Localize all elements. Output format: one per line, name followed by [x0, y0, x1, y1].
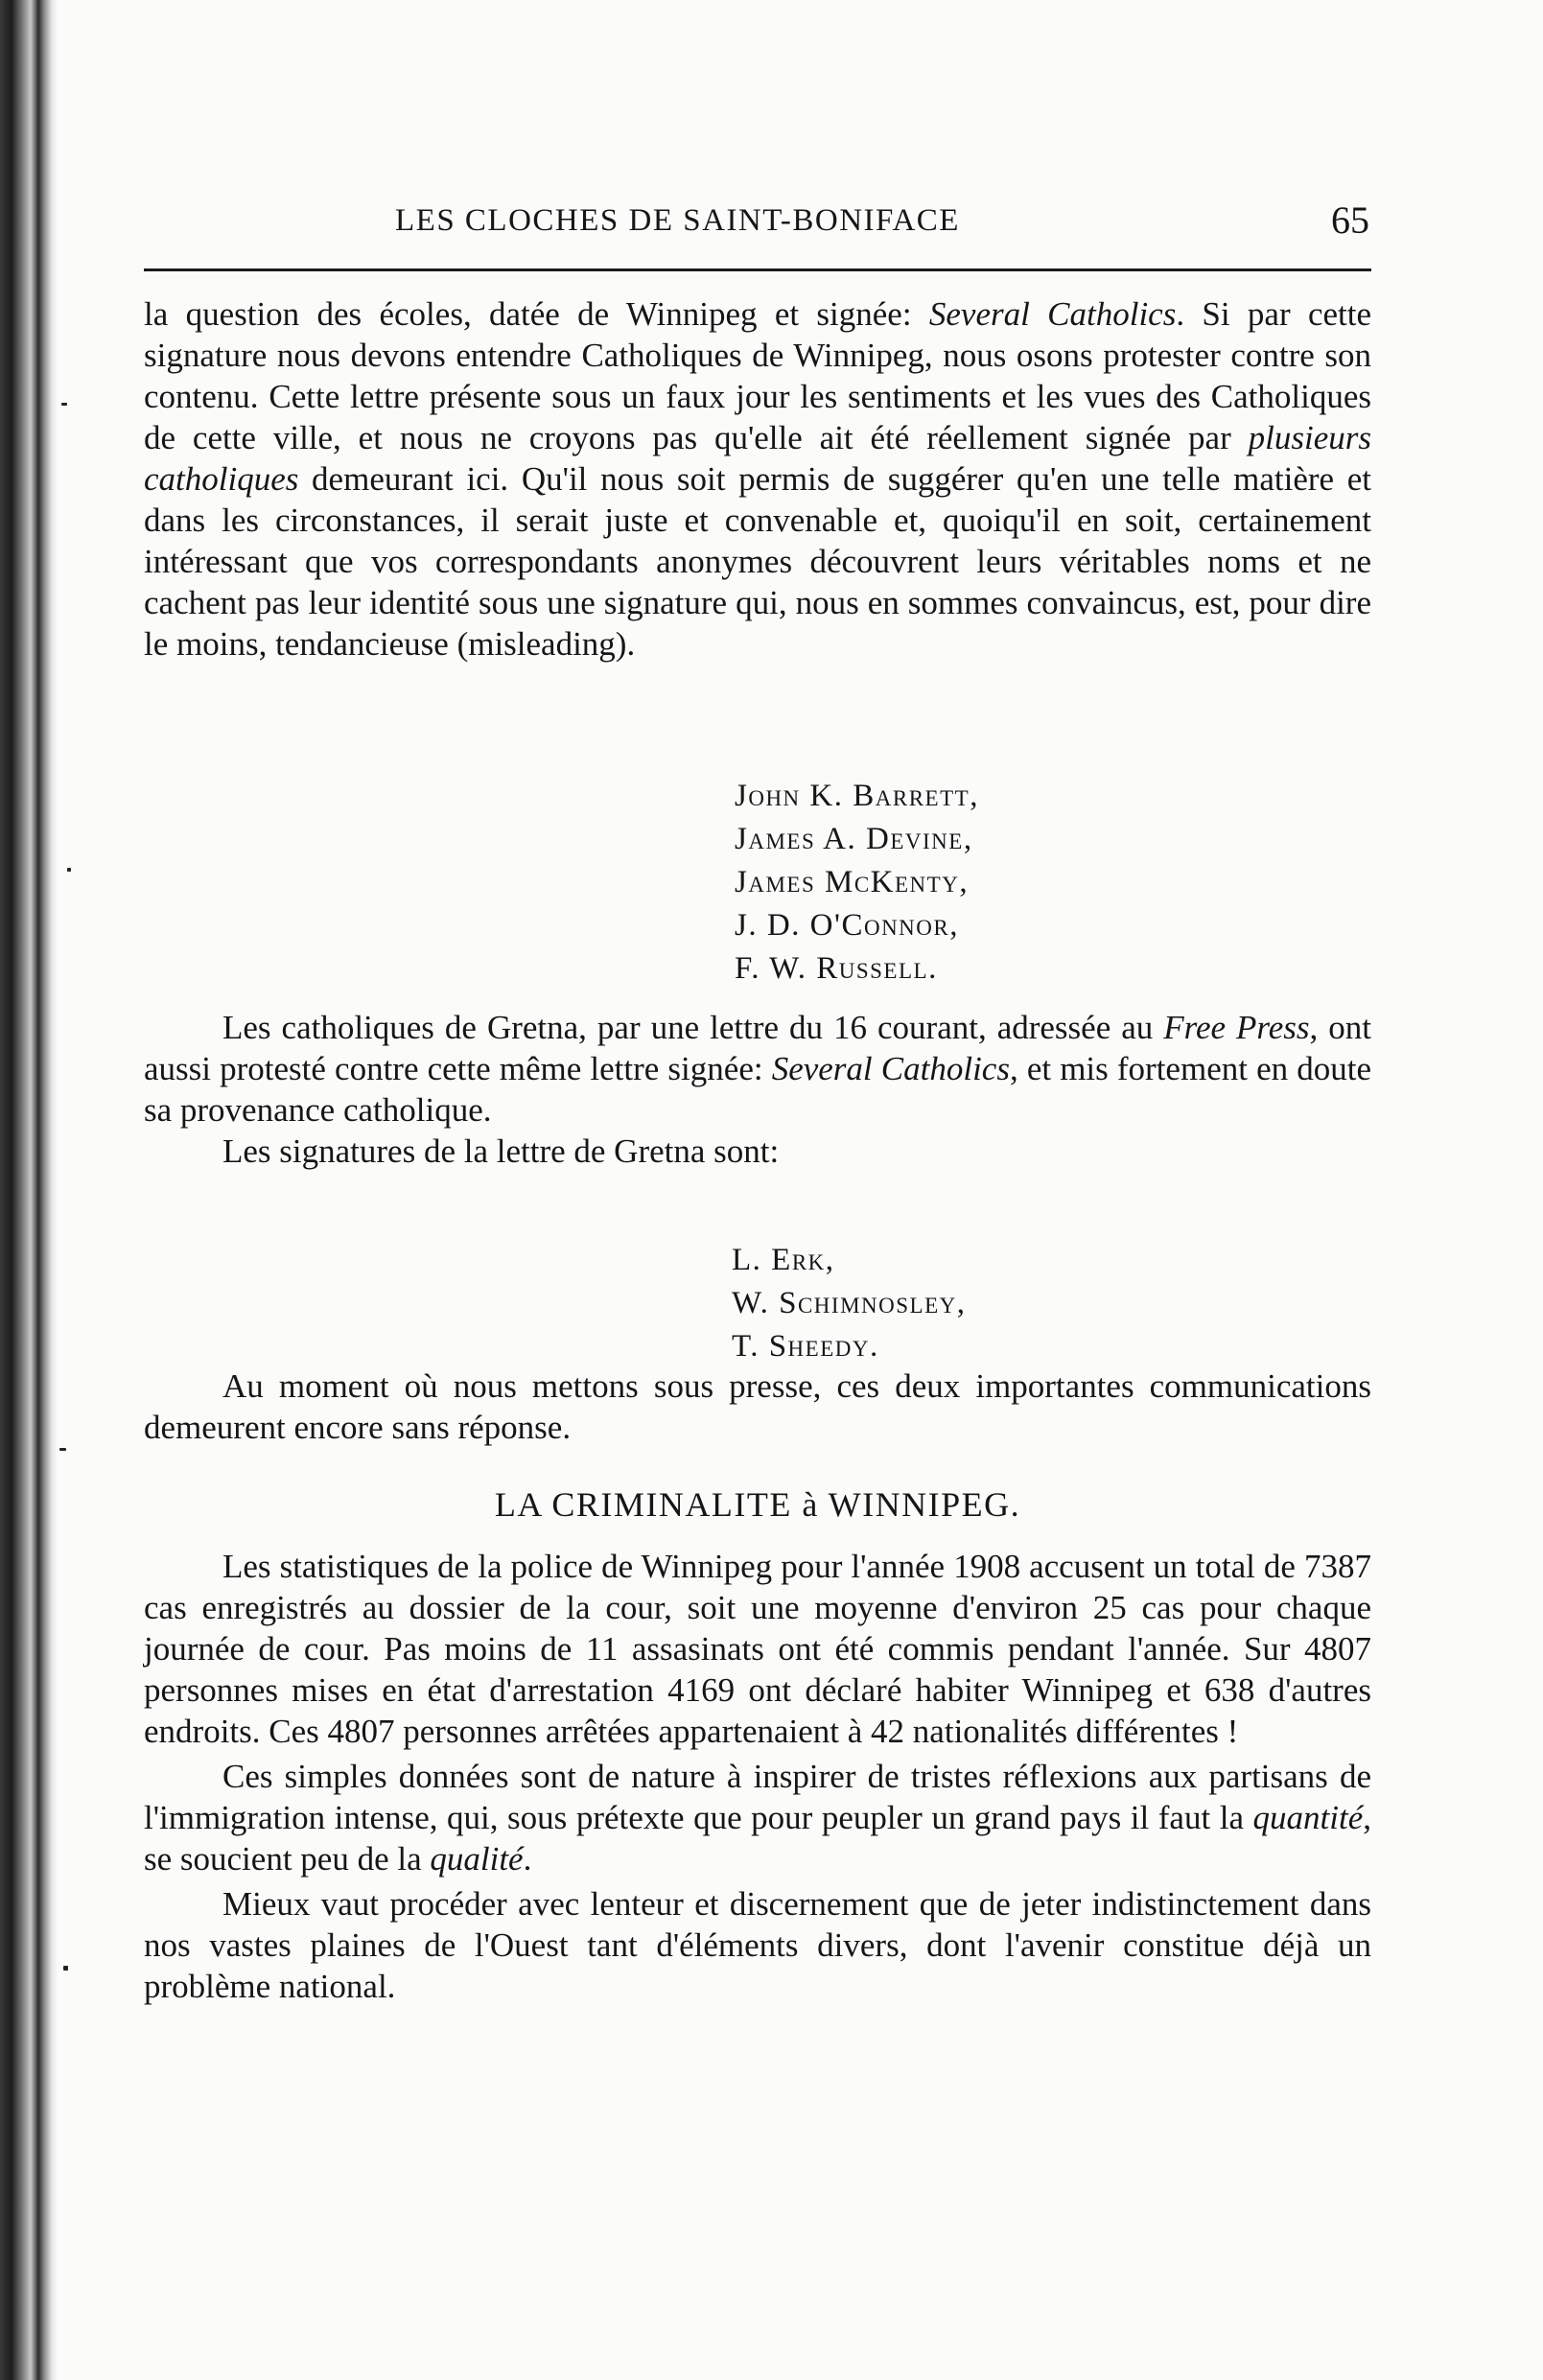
gretna-signatures-intro: Les signatures de la lettre de Gretna sont: — [222, 1132, 780, 1170]
signature-line: T. Sheedy. — [732, 1329, 879, 1364]
criminality-italic-qualite: qualité — [430, 1840, 524, 1878]
criminality-paragraph-1: Les statistiques de la police de Winnipeg pour l'année 1908 accusent un total de 7387 cas enregistrés au dossier de la cour, soit une moyenne d'environ 25 cas pour chaque journée de cour. Pas moins de 11 assasinats ont été commis pendant l'année. Sur 4807 personnes mises en état d'arrestation 4169 ont déclaré habiter Winnipeg et 638 d'autres endroits. Ces 4807 personnes arrêtées appartenaient à 42 nationalités différentes ! — [144, 1548, 1371, 1750]
scan-binding-edge — [0, 0, 58, 2380]
letter-italic-plusieurs: plusieurs catholiques — [144, 419, 1371, 498]
letter-italic-signature: Several Catholics — [928, 295, 1177, 333]
letter-text-part: la question des écoles, datée de Winnipeg et signée: — [144, 295, 929, 333]
scan-speck — [67, 868, 71, 872]
signature-line: James McKenty, — [735, 865, 970, 899]
gretna-italic-free-press: Free Press — [1163, 1009, 1310, 1046]
criminality-paragraph-2 — [144, 1756, 1371, 1879]
running-head — [144, 198, 1371, 245]
scan-speck — [59, 1448, 66, 1451]
running-title: LES CLOCHES DE SAINT-BONIFACE — [395, 203, 960, 238]
gretna-text-part: , ont aussi protesté contre cette même lettre signée: — [144, 1009, 1371, 1087]
criminality-section — [144, 1546, 1371, 2007]
scan-speck — [63, 1966, 68, 1971]
gretna-italic-signature: Several Catholics — [771, 1050, 1010, 1087]
gretna-paragraph — [144, 1007, 1371, 1172]
signature-line: W. Schimnosley, — [732, 1286, 967, 1320]
criminality-italic-quantite: quantité — [1252, 1799, 1364, 1836]
section-heading: LA CRIMINALITE à WINNIPEG. — [494, 1485, 1021, 1524]
signature-line: James A. Devine, — [735, 822, 973, 856]
criminality-text-part: . — [523, 1840, 532, 1878]
letter-paragraph — [144, 293, 1371, 665]
letter-text-part: . Si par cette signature nous devons entendre Catholiques de Winnipeg, nous osons protester contre son contenu. Cette lettre présente sous un faux jour les sentiments et les vues des Catholiques de cette ville, et nous ne croyons pas qu'elle ait été réellement signée par — [144, 295, 1371, 456]
gretna-text-part: Les catholiques de Gretna, par une lettre du 16 courant, adressée au — [222, 1009, 1164, 1046]
signature-block-winnipeg — [735, 775, 979, 991]
criminality-text-part: Ces simples données sont de nature à inspirer de tristes réflexions aux partisans de l'immigration intense, qui, sous prétexte que pour peupler un grand pays il faut la — [144, 1758, 1371, 1836]
closing-note: Au moment où nous mettons sous presse, ces deux importantes communications demeurent encore sans réponse. — [144, 1367, 1371, 1446]
signature-block-gretna — [732, 1239, 967, 1368]
signature-line: F. W. Russell. — [735, 951, 938, 986]
signature-line: L. Erk, — [732, 1243, 835, 1277]
criminality-paragraph-3: Mieux vaut procéder avec lenteur et discernement que de jeter indistinctement dans nos vastes plaines de l'Ouest tant d'éléments divers, dont l'avenir constitue déjà un problème national. — [144, 1885, 1371, 2005]
scan-speck — [61, 403, 67, 406]
signature-line: J. D. O'Connor, — [735, 908, 959, 943]
closing-note-paragraph — [144, 1365, 1371, 1448]
letter-text-part: demeurant ici. Qu'il nous soit permis de suggérer qu'en une telle matière et dans les circonstances, il serait juste et convenable et, quoiqu'il en soit, certainement intéressant que vos correspondants anonymes découvrent leurs véritables noms et ne cachent pas leur identité sous une signature qui, nous en sommes convaincus, est, pour dire le moins, tendancieuse (misleading). — [144, 460, 1371, 663]
page-number: 65 — [1331, 198, 1369, 242]
gretna-text — [144, 1007, 1371, 1131]
criminality-text-part: , se soucient peu de la — [144, 1799, 1371, 1878]
header-rule — [144, 268, 1371, 271]
gretna-text-part: , et mis fortement en doute sa provenance catholique. — [144, 1050, 1371, 1129]
book-page — [144, 0, 1371, 2380]
letter-text — [144, 293, 1371, 665]
signature-line: John K. Barrett, — [735, 779, 979, 813]
